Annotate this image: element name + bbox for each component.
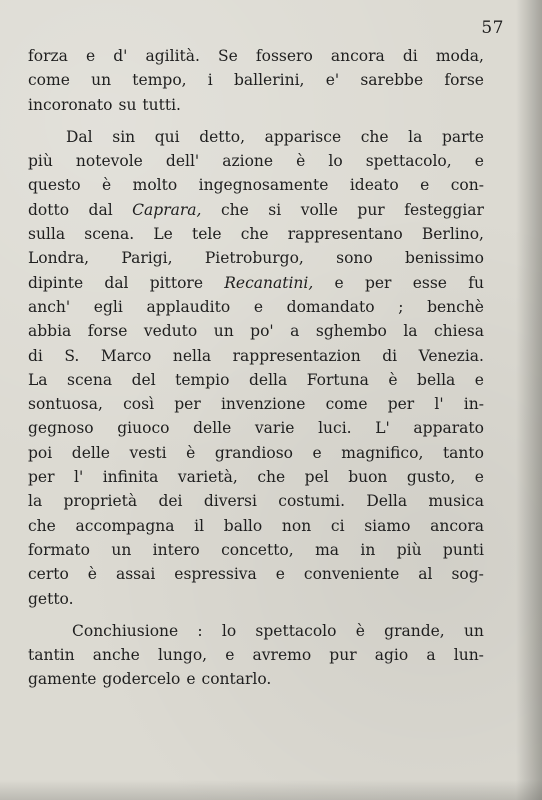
word: Marco bbox=[100, 346, 152, 365]
word: agilità. bbox=[145, 47, 200, 65]
word: un bbox=[463, 621, 484, 640]
text-line bbox=[28, 271, 484, 295]
word: bella bbox=[417, 370, 456, 389]
word: L' bbox=[375, 419, 390, 438]
word: d' bbox=[113, 47, 128, 65]
word: del bbox=[131, 370, 156, 389]
word: e bbox=[420, 176, 430, 195]
word: che bbox=[257, 468, 286, 487]
word: dei bbox=[158, 492, 183, 511]
word: domandato bbox=[286, 297, 375, 316]
text-line bbox=[28, 562, 484, 586]
word: in- bbox=[463, 395, 484, 414]
word: con- bbox=[450, 176, 484, 195]
word: po' bbox=[250, 322, 274, 341]
word: nella bbox=[172, 346, 212, 365]
word: la bbox=[403, 322, 418, 341]
word: tantin bbox=[28, 646, 75, 665]
word: abbia bbox=[28, 322, 72, 341]
word: Londra, bbox=[28, 249, 90, 268]
word: giuoco bbox=[117, 419, 170, 438]
word: per bbox=[364, 273, 392, 292]
text-line bbox=[28, 295, 484, 319]
word: infinita bbox=[102, 468, 159, 487]
word: al bbox=[418, 565, 433, 584]
word: così bbox=[123, 395, 155, 414]
word: dotto bbox=[28, 200, 70, 219]
word: per bbox=[387, 395, 415, 414]
word: i bbox=[207, 71, 213, 90]
word: detto, bbox=[199, 127, 246, 146]
word: fu bbox=[468, 273, 484, 292]
word: forse bbox=[87, 322, 128, 341]
word: Pietroburgo, bbox=[204, 249, 304, 268]
word: gusto, bbox=[406, 468, 456, 487]
word: e bbox=[253, 297, 263, 316]
word: Conchiusione bbox=[72, 621, 179, 640]
word: e bbox=[312, 443, 322, 462]
word: delle bbox=[71, 443, 110, 462]
word: ballerini, bbox=[233, 71, 305, 90]
word: su bbox=[118, 95, 137, 114]
word: dell' bbox=[165, 152, 200, 171]
word: è bbox=[355, 621, 365, 640]
word: per bbox=[28, 468, 55, 487]
word: azione bbox=[222, 152, 274, 171]
text-line bbox=[28, 368, 484, 392]
word: qui bbox=[154, 127, 180, 146]
word: e bbox=[334, 273, 344, 292]
word: spettacolo, bbox=[365, 152, 452, 171]
word: pur bbox=[357, 200, 385, 219]
word: è bbox=[87, 565, 97, 584]
word: dal bbox=[104, 273, 129, 292]
word: ancora bbox=[330, 47, 385, 65]
word: a bbox=[426, 646, 436, 665]
word: costumi. bbox=[278, 492, 346, 511]
word: concetto, bbox=[221, 540, 294, 559]
word: un bbox=[213, 322, 234, 341]
word: spettacolo bbox=[255, 621, 337, 640]
word: forse bbox=[444, 71, 484, 90]
text-line bbox=[28, 319, 484, 343]
word: e bbox=[474, 152, 484, 171]
word: ci bbox=[330, 516, 345, 535]
text-line bbox=[28, 344, 484, 368]
text-line bbox=[28, 198, 484, 222]
word: Le bbox=[153, 225, 173, 244]
word: un bbox=[111, 540, 132, 559]
page-bottom-shadow bbox=[0, 780, 542, 800]
text-line bbox=[28, 465, 484, 489]
word: diversi bbox=[203, 492, 257, 511]
text-line bbox=[28, 222, 484, 246]
word: Fortuna bbox=[306, 370, 369, 389]
word: Recanatini, bbox=[224, 273, 314, 292]
word: scena bbox=[67, 370, 113, 389]
word: lungo, bbox=[157, 646, 208, 665]
word: Della bbox=[366, 492, 408, 511]
word: intero bbox=[152, 540, 200, 559]
word: dipinte bbox=[28, 273, 84, 292]
word: pur bbox=[329, 646, 357, 665]
word: sarebbe bbox=[360, 71, 424, 90]
word: gamente bbox=[28, 670, 97, 689]
word: dal bbox=[88, 200, 113, 219]
word: e' bbox=[325, 71, 340, 90]
word: chiesa bbox=[433, 322, 484, 341]
body-text bbox=[28, 44, 484, 692]
word: espressiva bbox=[174, 565, 257, 584]
word: contarlo. bbox=[201, 670, 272, 689]
word: tempo, bbox=[132, 71, 187, 90]
word: esse bbox=[412, 273, 447, 292]
text-line bbox=[28, 416, 484, 440]
word: tele bbox=[192, 225, 222, 244]
text-line bbox=[28, 246, 484, 270]
word: sontuosa, bbox=[28, 395, 103, 414]
word: questo bbox=[28, 176, 81, 195]
text-line bbox=[28, 643, 484, 667]
word: fossero bbox=[255, 47, 313, 65]
word: Se bbox=[218, 47, 238, 65]
word: delle bbox=[193, 419, 232, 438]
word: formato bbox=[28, 540, 90, 559]
word: sin bbox=[112, 127, 136, 146]
word: godercelo bbox=[102, 670, 181, 689]
word: e bbox=[225, 646, 235, 665]
word: pittore bbox=[149, 273, 204, 292]
word: buon bbox=[348, 468, 388, 487]
word: rappresentano bbox=[287, 225, 403, 244]
word: come bbox=[28, 71, 70, 90]
word: benchè bbox=[427, 297, 484, 316]
page-edge-shadow bbox=[516, 0, 542, 800]
word: anch' bbox=[28, 297, 71, 316]
word: tanto bbox=[442, 443, 484, 462]
word: agio bbox=[374, 646, 409, 665]
word: che bbox=[220, 200, 249, 219]
word: : bbox=[197, 621, 203, 640]
word: parte bbox=[441, 127, 484, 146]
word: ballo bbox=[223, 516, 263, 535]
text-line bbox=[28, 441, 484, 465]
word: Parigi, bbox=[121, 249, 173, 268]
word: la bbox=[408, 127, 423, 146]
word: veduto bbox=[143, 322, 198, 341]
word: è bbox=[186, 443, 196, 462]
word: lun- bbox=[453, 646, 484, 665]
word: vesti bbox=[129, 443, 167, 462]
word: invenzione bbox=[220, 395, 306, 414]
word: forza bbox=[28, 47, 68, 65]
word: volle bbox=[300, 200, 338, 219]
word: e bbox=[85, 47, 96, 65]
page-number: 57 bbox=[481, 18, 504, 38]
word: grandioso bbox=[214, 443, 293, 462]
word: che bbox=[240, 225, 269, 244]
word: egli bbox=[93, 297, 123, 316]
word: è bbox=[102, 176, 112, 195]
word: che bbox=[360, 127, 389, 146]
word: apparisce bbox=[264, 127, 342, 146]
word: tutti. bbox=[142, 95, 181, 114]
word: lo bbox=[221, 621, 237, 640]
word: il bbox=[194, 516, 205, 535]
word: più bbox=[28, 152, 53, 171]
text-line bbox=[28, 489, 484, 513]
word: molto bbox=[132, 176, 178, 195]
word: scena. bbox=[84, 225, 135, 244]
word: incoronato bbox=[28, 95, 113, 114]
word: l' bbox=[74, 468, 84, 487]
word: avremo bbox=[252, 646, 312, 665]
word: a bbox=[290, 322, 300, 341]
word: benissimo bbox=[405, 249, 484, 268]
word: l' bbox=[434, 395, 444, 414]
word: notevole bbox=[75, 152, 143, 171]
word: luci. bbox=[318, 419, 352, 438]
text-line bbox=[28, 93, 484, 117]
word: non bbox=[281, 516, 312, 535]
word: più bbox=[396, 540, 422, 559]
text-line bbox=[28, 514, 484, 538]
word: La bbox=[28, 370, 48, 389]
word: e bbox=[275, 565, 285, 584]
word: e bbox=[474, 468, 484, 487]
word: che bbox=[28, 516, 56, 535]
word: festeggiar bbox=[404, 200, 484, 219]
word: assai bbox=[115, 565, 156, 584]
word: accompagna bbox=[75, 516, 175, 535]
word: in bbox=[360, 540, 376, 559]
text-line bbox=[28, 125, 484, 149]
word: S. bbox=[64, 346, 80, 365]
word: grande, bbox=[384, 621, 445, 640]
text-line bbox=[28, 619, 484, 643]
text-line bbox=[28, 392, 484, 416]
word: anche bbox=[92, 646, 140, 665]
word: certo bbox=[28, 565, 69, 584]
word: la bbox=[28, 492, 43, 511]
word: e bbox=[474, 370, 484, 389]
text-line bbox=[28, 68, 484, 92]
word: conveniente bbox=[303, 565, 400, 584]
text-line bbox=[28, 587, 484, 611]
word: ancora bbox=[430, 516, 484, 535]
word: getto. bbox=[28, 589, 74, 608]
word: Venezia. bbox=[418, 346, 484, 365]
text-line bbox=[28, 44, 484, 68]
text-line bbox=[28, 538, 484, 562]
word: proprietà bbox=[63, 492, 138, 511]
word: varie bbox=[254, 419, 295, 438]
word: Caprara, bbox=[132, 200, 202, 219]
word: è bbox=[296, 152, 306, 171]
word: gegnoso bbox=[28, 419, 94, 438]
word: ma bbox=[315, 540, 340, 559]
word: ideato bbox=[349, 176, 399, 195]
word: ingegnosamente bbox=[198, 176, 329, 195]
text-line bbox=[28, 149, 484, 173]
word: è bbox=[388, 370, 398, 389]
word: ; bbox=[398, 297, 404, 316]
word: sog- bbox=[451, 565, 484, 584]
text-line bbox=[28, 667, 484, 691]
word: pel bbox=[304, 468, 329, 487]
word: tempio bbox=[175, 370, 230, 389]
word: sghembo bbox=[315, 322, 387, 341]
word: poi bbox=[28, 443, 53, 462]
word: si bbox=[268, 200, 282, 219]
word: e bbox=[186, 670, 196, 689]
word: musica bbox=[428, 492, 484, 511]
word: Dal bbox=[66, 127, 93, 146]
word: siamo bbox=[364, 516, 411, 535]
word: lo bbox=[328, 152, 343, 171]
word: sono bbox=[336, 249, 373, 268]
word: della bbox=[248, 370, 288, 389]
word: per bbox=[174, 395, 201, 414]
word: moda, bbox=[435, 47, 484, 65]
word: Berlino, bbox=[421, 225, 484, 244]
word: varietà, bbox=[177, 468, 238, 487]
word: applaudito bbox=[146, 297, 231, 316]
word: apparato bbox=[413, 419, 484, 438]
word: magnifico, bbox=[341, 443, 424, 462]
word: di bbox=[28, 346, 43, 365]
word: sulla bbox=[28, 225, 66, 244]
word: come bbox=[325, 395, 368, 414]
word: un bbox=[91, 71, 112, 90]
text-line bbox=[28, 173, 484, 197]
word: di bbox=[382, 346, 398, 365]
word: punti bbox=[442, 540, 484, 559]
word: di bbox=[402, 47, 418, 65]
word: rappresentazion bbox=[232, 346, 361, 365]
